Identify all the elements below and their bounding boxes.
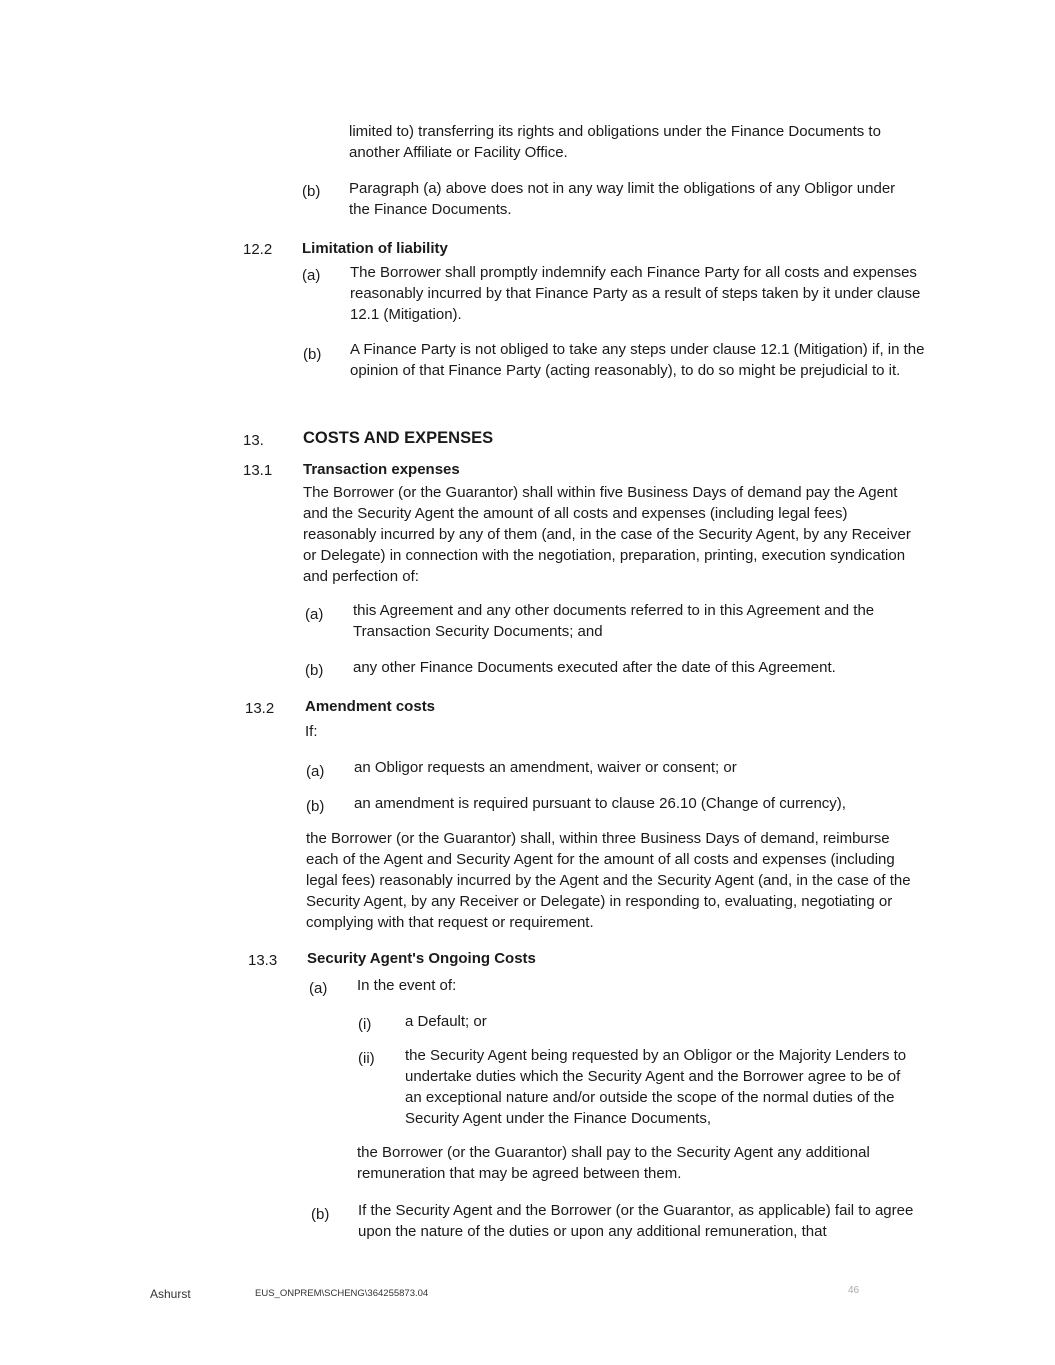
clause-13-2-b-label: (b) (306, 798, 325, 815)
clause-12-1-b-text: Paragraph (a) above does not in any way limit the obligations of any Obligor under the Finance Documents. (349, 180, 896, 218)
clause-12-2-a-label: (a) (302, 267, 321, 284)
continuation-paragraph: limited to) transferring its rights and obligations under the Finance Documents to another Affiliate or Facility Office. (349, 123, 881, 161)
section-13-title: COSTS AND EXPENSES (303, 429, 494, 447)
section-12-2-number: 12.2 (243, 241, 273, 258)
clause-13-2-b-text: an amendment is required pursuant to clause 26.10 (Change of currency), (354, 795, 846, 812)
footer-firm: Ashurst (150, 1287, 191, 1301)
footer-docref: EUS_ONPREM\SCHENG\364255873.04 (255, 1288, 429, 1299)
section-12-2-title: Limitation of liability (302, 240, 448, 257)
clause-13-2-a-label: (a) (306, 763, 325, 780)
clause-12-2-a-text: The Borrower shall promptly indemnify each Finance Party for all costs and expenses reasonably incurred by that Finance Party as a result of steps taken by it under clause 12.1 (Mitigation). (350, 264, 921, 323)
section-13-3-number: 13.3 (248, 952, 278, 969)
section-13-2-intro: If: (305, 723, 318, 740)
clause-13-3-b-text: If the Security Agent and the Borrower (or the Guarantor, as applicable) fail to agree upon the nature of the duties or upon any additional remuneration, that (358, 1202, 914, 1240)
clause-13-3-a-label: (a) (309, 980, 328, 997)
clause-13-3-a-text: In the event of: (357, 977, 457, 994)
section-13-2-closing: the Borrower (or the Guarantor) shall, within three Business Days of demand, reimburse each of the Agent and Security Agent for the amount of all costs and expenses (including legal fees) reasonably incurred by the Agent and the Security Agent (and, in the case of the Security Agent, by any Receiver or Delegate) in responding to, evaluating, negotiating or complying with that request or requirement. (306, 830, 911, 931)
clause-13-3-a-ii-label: (ii) (358, 1050, 375, 1067)
section-13-2-number: 13.2 (245, 700, 275, 717)
section-13-1-number: 13.1 (243, 462, 273, 479)
clause-13-1-a-label: (a) (305, 606, 324, 623)
clause-13-2-a-text: an Obligor requests an amendment, waiver or consent; or (354, 759, 737, 776)
clause-13-3-a-i-text: a Default; or (405, 1013, 487, 1030)
clause-12-1-b-label: (b) (302, 183, 321, 200)
section-13-3-title: Security Agent's Ongoing Costs (307, 950, 536, 967)
clause-13-1-a-text: this Agreement and any other documents referred to in this Agreement and the Transaction Security Documents; and (353, 602, 875, 640)
clause-12-2-b-text: A Finance Party is not obliged to take any steps under clause 12.1 (Mitigation) if, in the opinion of that Finance Party (acting reasonably), to do so might be prejudicial to it. (350, 341, 925, 379)
section-13-number: 13. (243, 432, 264, 449)
clause-13-3-b-label: (b) (311, 1206, 330, 1223)
section-13-1-title: Transaction expenses (303, 461, 460, 478)
clause-13-3-a-closing: the Borrower (or the Guarantor) shall pay to the Security Agent any additional remuneration that may be agreed between them. (357, 1144, 870, 1182)
section-13-1-intro: The Borrower (or the Guarantor) shall within five Business Days of demand pay the Agent and the Security Agent the amount of all costs and expenses (including legal fees) reasonably incurred by any of them (and, in the case of the Security Agent, by any Receiver or Delegate) in connection with the negotiation, preparation, printing, execution syndication and perfection of: (303, 484, 911, 585)
clause-13-3-a-i-label: (i) (358, 1016, 372, 1033)
section-13-2-title: Amendment costs (305, 698, 436, 715)
clause-13-3-a-ii-text: the Security Agent being requested by an Obligor or the Majority Lenders to undertake duties which the Security Agent and the Borrower agree to be of an exceptional nature and/or outside the scope of the normal duties of the Security Agent under the Finance Documents, (405, 1047, 907, 1127)
clause-12-2-b-label: (b) (303, 346, 322, 363)
footer-page-number: 46 (848, 1285, 860, 1296)
clause-13-1-b-text: any other Finance Documents executed after the date of this Agreement. (353, 659, 836, 676)
clause-13-1-b-label: (b) (305, 662, 324, 679)
